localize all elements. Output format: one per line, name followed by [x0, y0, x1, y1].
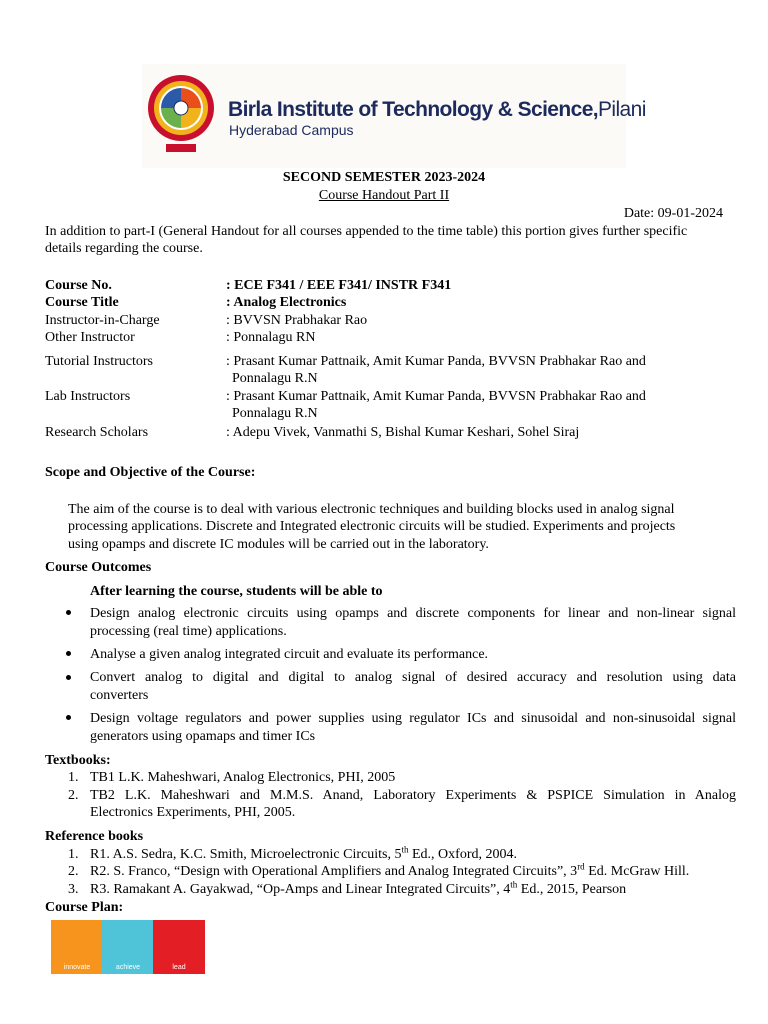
- ic-value: : BVVSN Prabhakar Rao: [226, 313, 368, 328]
- bullet-icon: [66, 715, 71, 720]
- tutorial-label: Tutorial Instructors: [45, 354, 153, 369]
- textbook-number: 1.: [68, 770, 79, 785]
- outcome-item-4: Design voltage regulators and power supplies using regulator ICs and sinusoidal and non-sinusoidal signal generators using opamaps and timer ICs: [90, 711, 736, 744]
- course-no-label: Course No.: [45, 278, 112, 293]
- outcomes-heading: Course Outcomes: [45, 560, 152, 575]
- scholars-value: : Adepu Vivek, Vanmathi S, Bishal Kumar Keshari, Sohel Siraj: [226, 425, 580, 440]
- bullet-icon: [66, 675, 71, 680]
- handout-title: Course Handout Part II: [318, 188, 450, 203]
- banner-tile-innovate: innovate: [51, 920, 103, 974]
- other-instructor-label: Other Instructor: [45, 330, 135, 345]
- lab-value-line-2: Ponnalagu R.N: [232, 406, 318, 421]
- course-no-value: : ECE F341 / EEE F341/ INSTR F341: [226, 278, 452, 293]
- tutorial-value-line-1: : Prasant Kumar Pattnaik, Amit Kumar Panda, BVVSN Prabhakar Rao and: [226, 354, 646, 369]
- lab-value-line-1: : Prasant Kumar Pattnaik, Amit Kumar Panda, BVVSN Prabhakar Rao and: [226, 389, 646, 404]
- handout-date: Date: 09-01-2024: [623, 206, 723, 221]
- ic-label: Instructor-in-Charge: [45, 313, 160, 328]
- reference-heading: Reference books: [45, 829, 144, 844]
- course-title-value: : Analog Electronics: [226, 295, 347, 310]
- reference-item-2: R2. S. Franco, “Design with Operational Amplifiers and Analog Integrated Circuits”, 3rd Ed. McGraw Hill.: [90, 861, 690, 879]
- institute-name: Birla Institute of Technology & Science,Pilani: [228, 98, 646, 121]
- tutorial-value-line-2: Ponnalagu R.N: [232, 371, 318, 386]
- reference-item-3: R3. Ramakant A. Gayakwad, “Op-Amps and Linear Integrated Circuits”, 4th Ed., 2015, Pearson: [90, 879, 627, 897]
- course-title-label: Course Title: [45, 295, 119, 310]
- lab-label: Lab Instructors: [45, 389, 131, 404]
- bullet-icon: [66, 651, 71, 656]
- textbook-number: 2.: [68, 788, 79, 803]
- textbook-item-1: TB1 L.K. Maheshwari, Analog Electronics, PHI, 2005: [90, 770, 396, 785]
- outcomes-intro: After learning the course, students will be able to: [90, 584, 383, 599]
- textbooks-heading: Textbooks:: [45, 753, 111, 768]
- reference-number: 3.: [68, 882, 79, 897]
- other-instructor-value: : Ponnalagu RN: [226, 330, 316, 345]
- banner-tile-achieve: achieve: [102, 920, 154, 974]
- bullet-icon: [66, 610, 71, 615]
- campus-name: Hyderabad Campus: [229, 122, 354, 138]
- reference-item-1: R1. A.S. Sedra, K.C. Smith, Microelectronic Circuits, 5th Ed., Oxford, 2004.: [90, 844, 517, 862]
- semester-heading: SECOND SEMESTER 2023-2024: [282, 170, 486, 185]
- intro-text-line-2: details regarding the course.: [45, 241, 203, 256]
- banner-tile-lead: lead: [153, 920, 205, 974]
- scope-text-line-3: using opamps and discrete IC modules will be carried out in the laboratory.: [68, 537, 489, 552]
- bits-seal-logo: [144, 68, 218, 158]
- intro-text-line-1: In addition to part-I (General Handout for all courses appended to the time table) this portion gives further specific: [45, 224, 688, 239]
- scope-text-line-2: processing applications. Discrete and Integrated electronic circuits will be studied. Experiments and projects: [68, 519, 676, 534]
- reference-number: 2.: [68, 864, 79, 879]
- scope-heading: Scope and Objective of the Course:: [45, 465, 256, 480]
- scope-text-line-1: The aim of the course is to deal with various electronic techniques and building blocks used in analog signal: [68, 502, 675, 517]
- outcome-item-2: Analyse a given analog integrated circuit and evaluate its performance.: [90, 647, 489, 662]
- scholars-label: Research Scholars: [45, 425, 149, 440]
- textbook-item-2: TB2 L.K. Maheshwari and M.M.S. Anand, Laboratory Experiments & PSPICE Simulation in Analog Electronics Experiments, PHI, 2005.: [90, 788, 736, 820]
- outcome-item-1: Design analog electronic circuits using opamps and discrete components for linear and non-linear signal processing (real time) applications.: [90, 606, 736, 639]
- outcome-item-3: Convert analog to digital and digital to analog signal of desired accuracy and resolution using data converters: [90, 670, 736, 703]
- reference-number: 1.: [68, 847, 79, 862]
- course-plan-heading: Course Plan:: [45, 900, 124, 915]
